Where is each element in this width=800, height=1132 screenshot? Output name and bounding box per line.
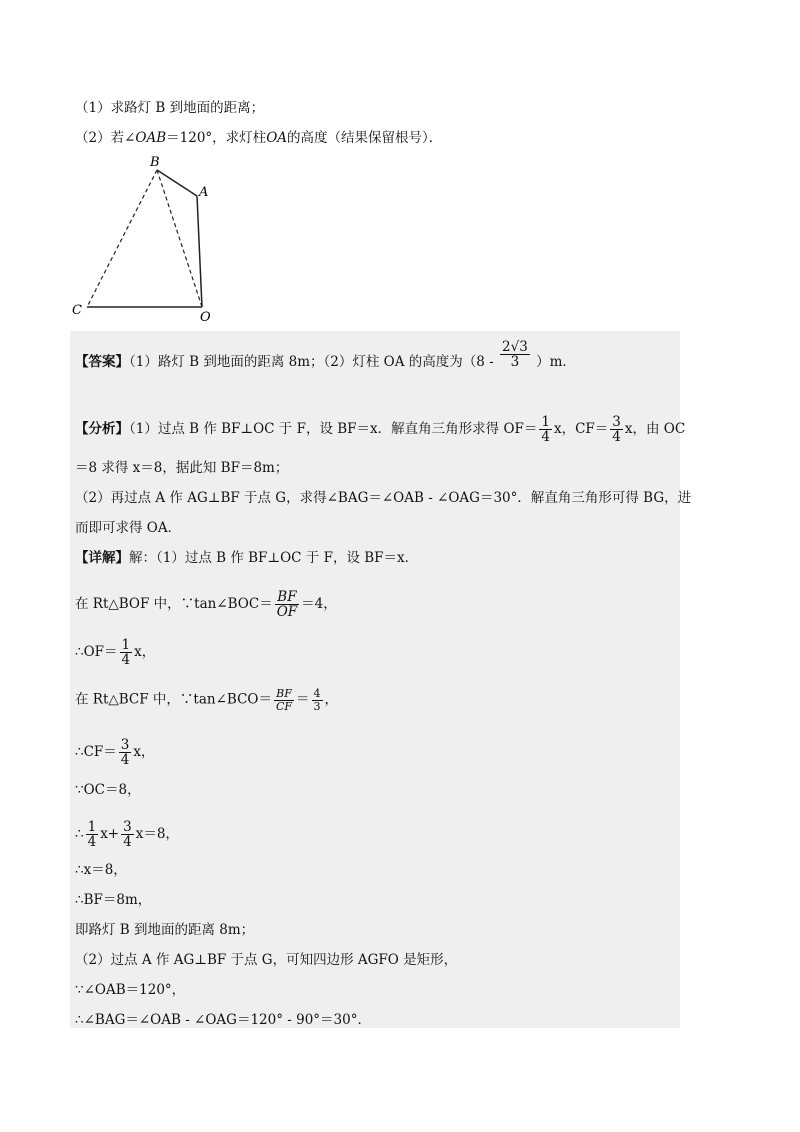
frac-num: 1 xyxy=(541,414,550,430)
label-c: C xyxy=(72,303,82,318)
detail-line-7 xyxy=(75,820,179,849)
label-o: O xyxy=(200,310,211,325)
segment-ao xyxy=(197,196,202,307)
frac-den: 4 xyxy=(123,834,132,851)
detail-line-13: ∴∠BAG＝∠OAB - ∠OAG＝120° - 90°＝30°． xyxy=(75,1012,371,1028)
detail-text: ∴ xyxy=(75,826,84,843)
frac-num: 3 xyxy=(120,737,130,753)
detail-frac xyxy=(275,590,299,619)
segment-bo xyxy=(157,170,202,307)
frac-num: BF xyxy=(275,590,299,605)
q2-suffix: 的高度（结果保留根号）． xyxy=(287,130,443,146)
detail-text: ∴OF＝ xyxy=(75,644,118,661)
answer-tag: 【答案】 xyxy=(75,354,129,370)
frac-den: 4 xyxy=(120,752,130,769)
detail-frac xyxy=(119,738,132,767)
detail-text: x+ xyxy=(100,826,120,843)
label-a: A xyxy=(199,185,209,200)
analysis-line-1 xyxy=(75,415,685,444)
detail-frac xyxy=(121,820,134,849)
detail-text: x＝8， xyxy=(135,826,179,843)
detail-line-11: （2）过点 A 作 AG⊥BF 于点 G，可知四边形 AGFO 是矩形， xyxy=(75,952,458,968)
analysis-text-b: x，CF＝ xyxy=(553,421,609,438)
detail-text: x， xyxy=(134,644,156,661)
analysis-text-c: x，由 OC xyxy=(624,421,686,438)
detail-line-6: ∵OC＝8， xyxy=(75,782,141,798)
detail-text: ∴CF＝ xyxy=(75,744,117,761)
segment-ba xyxy=(157,170,197,196)
frac-den: 3 xyxy=(313,699,321,713)
detail-line-5 xyxy=(75,738,155,767)
detail-line-3 xyxy=(75,638,155,667)
detail-frac xyxy=(86,820,99,849)
q2-angle: OAB xyxy=(135,130,167,146)
frac-num: 3 xyxy=(123,819,132,835)
detail-line-12: ∵∠OAB＝120°， xyxy=(75,982,186,998)
detail-line-10: 即路灯 B 到地面的距离 8m； xyxy=(75,922,255,938)
detail-line-2 xyxy=(75,590,337,619)
frac-num: 3 xyxy=(612,414,621,430)
label-b: B xyxy=(150,155,160,170)
frac-den: 4 xyxy=(121,652,131,669)
detail-text: ， xyxy=(324,691,339,708)
segment-bc xyxy=(87,170,157,307)
analysis-line-4: 而即可求得 OA． xyxy=(75,520,182,536)
answer-text-1: （1）路灯 B 到地面的距离 8m；（2）灯柱 OA 的高度为（8 - xyxy=(129,354,494,370)
answer-frac-num: 2√3 xyxy=(502,338,528,355)
detail-line-8: ∴x＝8， xyxy=(75,862,127,878)
detail-frac xyxy=(312,688,323,712)
detail-text: 解：（1）过点 B 作 BF⊥OC 于 F，设 BF＝x． xyxy=(129,550,419,566)
detail-text: 在 Rt△BCF 中，∵tan∠BCO＝ xyxy=(75,691,272,708)
detail-frac xyxy=(274,688,294,712)
analysis-text-a: （1）过点 B 作 BF⊥OC 于 F，设 BF＝x．解直角三角形求得 OF＝ xyxy=(129,421,538,438)
analysis-line-2: ＝8 求得 x＝8，据此知 BF＝8m； xyxy=(75,460,289,476)
q2-middle: ＝120°，求灯柱 xyxy=(166,130,267,146)
analysis-frac-1 xyxy=(539,415,552,444)
frac-den: 4 xyxy=(612,429,621,446)
frac-den: OF xyxy=(276,604,298,621)
detail-line-1 xyxy=(75,548,418,568)
answer-fraction xyxy=(500,340,530,369)
geometry-figure xyxy=(70,150,220,329)
analysis-tag: 【分析】 xyxy=(75,421,129,438)
frac-den: 4 xyxy=(87,834,97,851)
frac-num: 1 xyxy=(87,819,97,835)
detail-text: 在 Rt△BOF 中，∵tan∠BOC＝ xyxy=(75,596,273,613)
question-2 xyxy=(75,128,442,148)
q2-oa: OA xyxy=(266,130,288,146)
answer-text-2: ）m． xyxy=(536,354,576,370)
detail-line-4 xyxy=(75,688,338,712)
answer-line xyxy=(75,338,576,372)
frac-num: 1 xyxy=(121,637,131,653)
q2-prefix: （2）若∠ xyxy=(75,130,136,146)
frac-den: 4 xyxy=(541,429,550,446)
detail-text: ＝4， xyxy=(301,596,337,613)
detail-text: x， xyxy=(133,744,155,761)
detail-tag: 【详解】 xyxy=(75,550,129,566)
answer-frac-den: 3 xyxy=(510,354,520,370)
detail-text: ＝ xyxy=(296,691,310,708)
frac-num: BF xyxy=(274,688,294,701)
analysis-frac-2 xyxy=(610,415,623,444)
triangle-diagram xyxy=(70,150,220,325)
detail-line-9: ∴BF＝8m， xyxy=(75,892,152,908)
frac-num: 4 xyxy=(313,687,321,700)
frac-den: CF xyxy=(275,699,293,713)
question-1: （1）求路灯 B 到地面的距离； xyxy=(75,100,265,116)
analysis-line-3: （2）再过点 A 作 AG⊥BF 于点 G，求得∠BAG＝∠OAB - ∠OAG＝30°．解直角三角形可得 BG，进 xyxy=(75,490,692,506)
detail-frac xyxy=(120,638,133,667)
